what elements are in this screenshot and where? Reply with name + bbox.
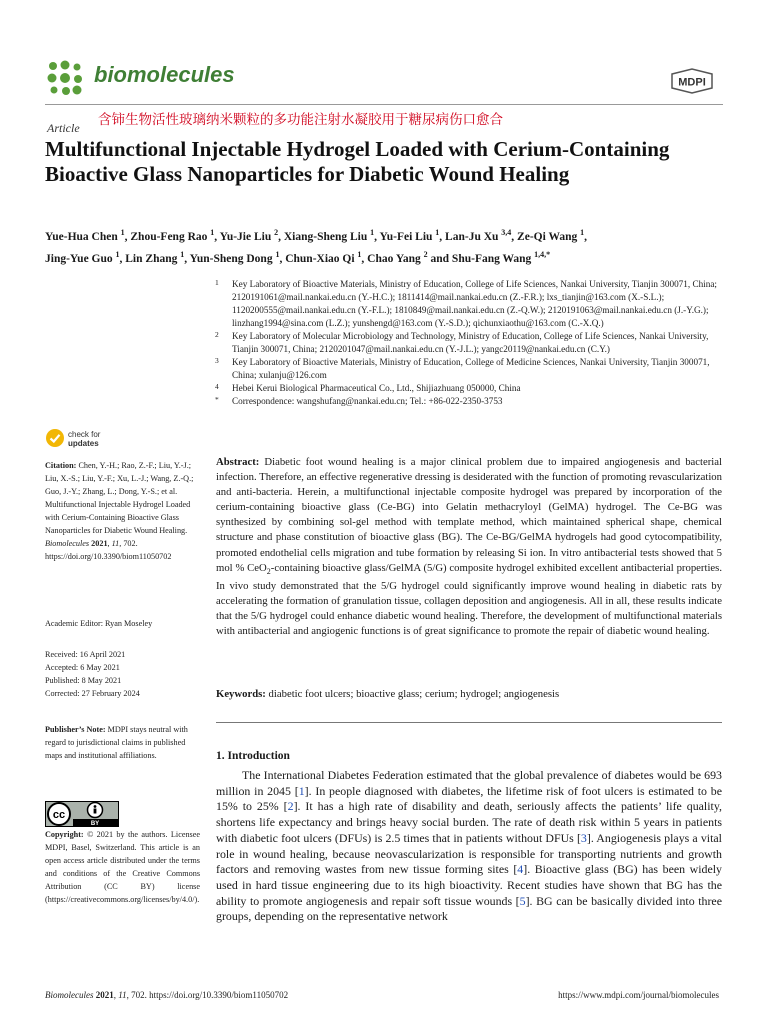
check-for-updates-icon[interactable] xyxy=(45,428,65,448)
citation-year: 2021 xyxy=(91,539,108,548)
svg-text:cc: cc xyxy=(52,809,66,821)
author-name: Zhou-Feng Rao xyxy=(130,230,211,243)
publisher-note-text: MDPI stays neutral with regard to jurisdictional claims in published maps and institutional affiliations. xyxy=(45,725,188,760)
author-name: Chao Yang xyxy=(367,252,424,265)
footer-doi[interactable]: , 702. https://doi.org/10.3390/biom11050702 xyxy=(126,990,289,1000)
intro-sentence: ]. In people diagnosed with diabetes, the lifetime risk of foot ulcers is estimated to be 15% to 25% [ xyxy=(216,783,722,814)
author-affiliation-mark: 1 xyxy=(580,228,585,237)
chinese-title: 含铈生物活性玻璃纳米颗粒的多功能注射水凝胶用于糖尿病伤口愈合 xyxy=(98,112,503,128)
mdpi-logo-icon xyxy=(668,68,716,94)
abstract-subscript: 2 xyxy=(266,566,271,576)
author-affiliation-mark: 1,4,* xyxy=(534,249,551,259)
author-name: Shu-Fang Wang xyxy=(451,252,535,265)
citation-label: Citation: xyxy=(45,461,77,470)
reference-link[interactable]: 5 xyxy=(519,893,526,908)
affiliation-mark: 2 xyxy=(215,330,219,339)
affiliations xyxy=(215,278,725,408)
paper-title: Multifunctional Injectable Hydrogel Loaded with Cerium-Containing Bioactive Glass Nanoparticles for Diabetic Wound Healing xyxy=(45,137,670,186)
footer-journal: Biomolecules xyxy=(45,990,94,1000)
introduction-text xyxy=(216,768,722,925)
author-name: Ze-Qi Wang xyxy=(517,230,581,243)
section-heading-introduction: 1. Introduction xyxy=(216,750,290,762)
affiliation-item xyxy=(215,330,725,356)
publisher-note xyxy=(45,723,200,762)
author-affiliation-mark: 2 xyxy=(423,249,428,259)
cc-by-label: BY xyxy=(90,821,100,827)
header-divider xyxy=(45,104,723,105)
affiliation-item xyxy=(215,278,725,330)
copyright-text: © 2021 by the authors. Licensee MDPI, Basel, Switzerland. This article is an open access article distributed under the terms and conditions of the Creative Commons Attribution (CC BY) license (https://creativecommons.org/licenses/by/4.0/). xyxy=(45,830,201,904)
copyright-block xyxy=(45,828,200,906)
author-affiliation-mark: 1 xyxy=(370,228,375,237)
affiliation-text: Correspondence: wangshufang@nankai.edu.cn; Tel.: +86-022-2350-3753 xyxy=(232,396,503,406)
author-affiliation-mark: 1 xyxy=(435,228,440,237)
intro-sentence: ]. Bioactive glass (BG) has been widely used in hard tissue engineering due to its high bioactivity. Recent studies have shown that BG has the ability to promote angiogenesis and repair soft tissue wounds [ xyxy=(216,862,722,908)
keywords-text: diabetic foot ulcers; bioactive glass; cerium; hydrogel; angiogenesis xyxy=(268,688,560,700)
author-name: Yu-Fei Liu xyxy=(379,230,436,243)
dates-block xyxy=(45,648,200,700)
affiliation-item xyxy=(215,356,725,382)
keywords xyxy=(216,687,722,702)
author-affiliation-mark: 1 xyxy=(357,249,362,259)
footer-journal-url[interactable]: https://www.mdpi.com/journal/biomolecules xyxy=(558,990,719,1000)
cc-by-license-icon[interactable] xyxy=(45,801,119,827)
affiliation-item xyxy=(215,382,725,395)
intro-sentence: ]. It has a high rate of disability and death, seriously affects the patients’ life quality, shortens life expectancy and brings heavy social burden. The rate of death risk within 5 years in patients with diabetic foot ulcers (DFUs) is 2.5 times that in patients without DFUs [ xyxy=(216,799,722,845)
citation-text: Chen, Y.-H.; Rao, Z.-F.; Liu, Y.-J.; Liu, X.-S.; Liu, Y.-F.; Xu, L.-J.; Wang, Z.-Q.; Guo, J.-Y.; Zhang, L.; Dong, Y.-S.; et al. Multifunctional Injectable Hydrogel Loaded with Cerium-Containing Bioactive Glass Nanoparticles for Diabetic Wound Healing. xyxy=(45,461,194,535)
citation-volume: 11 xyxy=(111,539,120,548)
abstract-text-1: Diabetic foot wound healing is a major clinical problem due to impaired angiogenesis and bacterial infection. Therefore, an effective regenerative dressing is desiderated with the function of promoting revascularization and anti-bacteria. Herein, a multifunctional injectable composite hydrogel was prepared by incorporation of the cerium-containing bioactive glass (Ce-BG) into Gelatin methacryloyl (GelMA) hydrogel. The Ce-BG was synthesized by combining sol-gel method with template method, which maintained spherical shape, chemical structure and phase constitution of bioactive glass (BG). The Ce-BG/GelMA hydrogels had good cytocompatibility, promoted endothelial cells migration and tube formation by releasing Si ion. In vitro antibacterial tests showed that 5 mol % CeO xyxy=(216,456,722,574)
affiliation-text: Key Laboratory of Molecular Microbiology and Technology, Ministry of Education, College of Life Sciences, Nankai University, Tianjin 300071, China; 2120201047@mail.nankai.edu.cn (Y.-J.L.); yangc20119@nankai.edu.cn (C.Y.) xyxy=(232,331,709,354)
affiliation-text: Hebei Kerui Biological Pharmaceutical Co., Ltd., Shijiazhuang 050000, China xyxy=(232,383,521,393)
abstract-text-2: -containing bioactive glass/GelMA (5/G) composite hydrogel exhibited excellent antibacterial properties. In vivo study demonstrated that the 5/G hydrogel could significantly improve wound healing in diabetic rats by accelerating the formation of granulation tissue, collagen deposition and angiogenesis. All in all, these results indicate that the 5/G hydrogel could enhance diabetic wound healing. Therefore, the development of multifunctional materials with antibacterial and angiogenic functions is of great significance to promote the repair of diabetic wound healing. xyxy=(216,561,722,638)
journal-logo-icon xyxy=(45,58,85,98)
affiliation-text: Key Laboratory of Bioactive Materials, Ministry of Education, College of Life Sciences, Nankai University, Tianjin 300071, China; 2120191061@mail.nankai.edu.cn (Y.-H.C.); 1811414@mail.nankai.edu.cn (Z.-F.R.); lxs_tianjin@163.com (X.-S.L.); 1120200555@mail.nankai.edu.cn (Y.-F.L.); 1810849@mail.nankai.edu.cn (Z.-Q.W.); 2120191063@mail.nankai.edu.cn (J.-Y.G.); linzhang1994@sina.com (L.Z.); yunshengd@163.com (Y.-S.D.); qichunxiaothu@163.com (C.-X.Q.) xyxy=(232,279,717,328)
reference-link[interactable]: 1 xyxy=(298,783,305,798)
corrected-date: Corrected: 27 February 2024 xyxy=(45,689,140,698)
article-type-label: Article xyxy=(47,121,80,135)
published-date: Published: 8 May 2021 xyxy=(45,676,122,685)
check-for-updates-text[interactable] xyxy=(68,430,100,448)
author-affiliation-mark: 1 xyxy=(210,228,215,237)
author-name: Lan-Ju Xu xyxy=(445,230,502,243)
author-affiliation-mark: 1 xyxy=(275,249,280,259)
author-name: Yun-Sheng Dong xyxy=(189,252,276,265)
footer-volume: 11 xyxy=(118,990,127,1000)
affiliation-mark: 4 xyxy=(215,382,219,391)
accepted-date: Accepted: 6 May 2021 xyxy=(45,663,120,672)
affiliation-item xyxy=(215,395,725,408)
reference-link[interactable]: 3 xyxy=(580,830,587,845)
intro-sentence: ]. BG can be basically divided into three groups, depending on the representative network xyxy=(216,893,722,924)
author-name: Yu-Jie Liu xyxy=(219,230,275,243)
author-name: Lin Zhang xyxy=(125,252,181,265)
author-list: Yue-Hua Chen $^1$, Zhou-Feng Rao $^1$, Yu-Jie Liu $^2$, Xiang-Sheng Liu $^1$, Yu-Fei Liu $^1$, Lan-Ju Xu $^{3,4}$, Ze-Qi Wang $^1$, Jing-Yue Guo $^1$, Lin Zhang $^1$, Yun-Sheng Dong $^1$, Chun-Xiao Qi $^1$, Chao Yang $^2$ and Shu-Fang Wang $^{1,4,*}$ xyxy=(45,228,587,265)
footer-citation: Biomolecules 2021, 11, 702. https://doi.org/10.3390/biom11050702 xyxy=(45,990,289,1000)
author-name: Chun-Xiao Qi xyxy=(285,252,358,265)
author-affiliation-mark: 1 xyxy=(115,249,120,259)
author-affiliation-mark: 1 xyxy=(180,249,185,259)
affiliation-text: Key Laboratory of Bioactive Materials, Ministry of Education, College of Medicine Sciences, Nankai University, Tianjin 300071, China; xulanju@126.com xyxy=(232,357,710,380)
received-date: Received: 16 April 2021 xyxy=(45,650,126,659)
author-name: Yue-Hua Chen xyxy=(45,230,121,243)
author-affiliation-mark: 2 xyxy=(274,228,279,237)
affiliation-mark: 1 xyxy=(215,278,219,287)
citation-doi[interactable]: , 702. https://doi.org/10.3390/biom11050702 xyxy=(45,539,172,561)
affiliation-mark: * xyxy=(215,395,219,404)
citation-journal: Biomolecules xyxy=(45,539,90,548)
check-line-1: check for xyxy=(68,430,101,439)
keywords-label: Keywords: xyxy=(216,688,266,700)
reference-link[interactable]: 2 xyxy=(287,799,294,814)
author-name: Jing-Yue Guo xyxy=(45,252,116,265)
copyright-label: Copyright: xyxy=(45,830,84,839)
abstract xyxy=(216,455,722,639)
intro-sentence: The International Diabetes Federation estimated that the global prevalence of diabetes would be 693 million in 2045 [ xyxy=(216,768,722,798)
publisher-name: MDPI xyxy=(678,76,706,89)
citation-block: Citation: Chen, Y.-H.; Rao, Z.-F.; Liu, Y.-J.; Liu, X.-S.; Liu, Y.-F.; Xu, L.-J.; Wang, Z.-Q.; Guo, J.-Y.; Zhang, L.; Dong, Y.-S.; et al. Multifunctional Injectable Hydrogel Loaded with Cerium-Containing Bioactive Glass Nanoparticles for Diabetic Wound Healing. Biomolecules 2021, 11, 702. https://doi.org/10.3390/biom11050702 xyxy=(45,461,194,561)
footer-year: 2021 xyxy=(95,990,114,1000)
intro-sentence: ]. Angiogenesis plays a vital role in wound healing, because neovascularization is responsible for transporting nutrients and growth factors and removing wastes from new tissue forming sites [ xyxy=(216,830,722,877)
section-divider xyxy=(216,722,722,723)
author-affiliation-mark: 3,4 xyxy=(501,228,512,237)
publisher-note-label: Publisher’s Note: xyxy=(45,725,106,734)
check-line-2: updates xyxy=(68,439,99,448)
abstract-label: Abstract: xyxy=(216,456,260,468)
author-name: Xiang-Sheng Liu xyxy=(283,230,371,243)
academic-editor: Academic Editor: Ryan Moseley xyxy=(45,619,153,628)
affiliation-mark: 3 xyxy=(215,356,219,365)
author-affiliation-mark: 1 xyxy=(120,228,125,237)
reference-link[interactable]: 4 xyxy=(517,862,524,877)
journal-name: biomolecules xyxy=(94,62,235,87)
